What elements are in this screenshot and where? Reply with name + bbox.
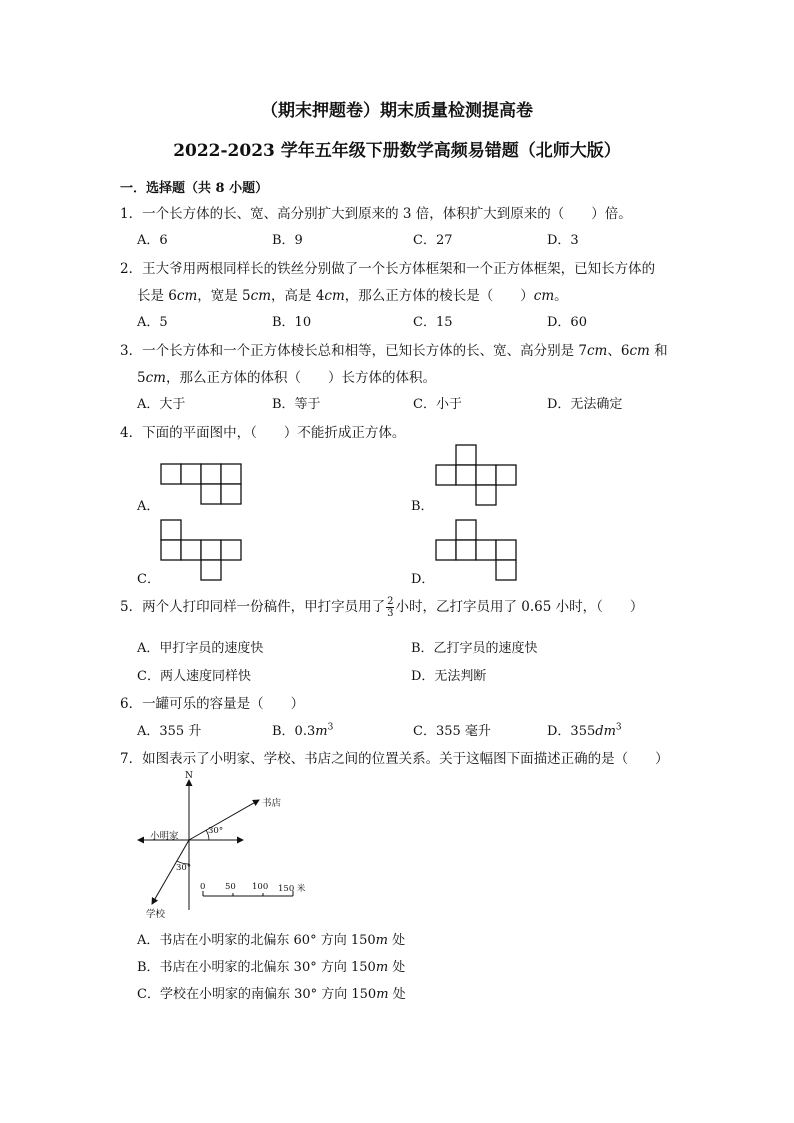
q5-option-a[interactable]: A．甲打字员的速度快 [137, 641, 264, 656]
q7-option-b[interactable]: B．书店在小明家的北偏东 30° 方向 150m 处 [137, 960, 406, 975]
q6-option-d[interactable]: D．$355dm^3$ [547, 722, 622, 739]
q5-option-b[interactable]: B．乙打字员的速度快 [411, 641, 538, 656]
q3-option-d[interactable]: D．无法确定 [547, 397, 623, 412]
angle-label-bookstore: 30° [208, 826, 224, 836]
q7-option-c[interactable]: C．学校在小明家的南偏东 30° 方向 150m 处 [137, 987, 406, 1002]
q2-option-d[interactable]: D．60 [547, 315, 587, 330]
question-6: 6．一罐可乐的容量是（ ） [120, 696, 305, 712]
question-7: 7．如图表示了小明家、学校、书店之间的位置关系。关于这幅图下面描述正确的是（ ） [120, 751, 669, 767]
cube-net-b [435, 444, 519, 508]
q5-option-c[interactable]: C．两人速度同样快 [137, 669, 251, 684]
section-heading: 一．选择题（共 8 小题） [120, 181, 269, 196]
q3-option-a[interactable]: A．大于 [137, 397, 186, 412]
question-2-line2: 长是 6cm，宽是 5cm，高是 4cm，那么正方体的棱长是（ ）cm。 [137, 288, 568, 304]
question-3-line2: 5cm，那么正方体的体积（ ）长方体的体积。 [137, 370, 436, 386]
q4-option-c[interactable]: C． [137, 572, 160, 587]
q5-option-d[interactable]: D．无法判断 [411, 669, 487, 684]
position-map [135, 770, 310, 920]
q4-option-b[interactable]: B． [411, 499, 434, 514]
question-3-line1: 3．一个长方体和一个正方体棱长总和相等，已知长方体的长、宽、高分别是 7cm、6cm 和 [120, 343, 668, 359]
q4-option-d[interactable]: D． [411, 572, 435, 587]
q6-option-a[interactable]: A．355 升 [137, 724, 202, 739]
q3-option-b[interactable]: B．等于 [272, 397, 321, 412]
q2-option-b[interactable]: B．10 [272, 315, 312, 330]
cube-net-a [160, 463, 244, 509]
scale-label-150: 150 米 [278, 884, 306, 894]
scale-label-50: 50 [225, 882, 236, 892]
q1-option-d[interactable]: D．3 [547, 233, 579, 248]
q2-option-c[interactable]: C．15 [413, 315, 453, 330]
exam-subtitle: 2022-2023 学年五年级下册数学高频易错题（北师大版） [173, 141, 621, 161]
q7-option-a[interactable]: A．书店在小明家的北偏东 60° 方向 150m 处 [137, 933, 406, 948]
cube-net-c [160, 519, 244, 583]
scale-label-0: 0 [200, 882, 206, 892]
question-1: 1．一个长方体的长、宽、高分别扩大到原来的 3 倍，体积扩大到原来的（ ）倍。 [120, 206, 632, 222]
q1-option-a[interactable]: A．6 [137, 233, 168, 248]
north-label: N [185, 771, 193, 781]
angle-label-school: 30° [176, 863, 192, 873]
q6-option-c[interactable]: C．355 毫升 [413, 724, 491, 739]
scale-label-100: 100 [252, 882, 269, 892]
school-label: 学校 [146, 909, 166, 920]
q2-option-a[interactable]: A．5 [137, 315, 168, 330]
bookstore-label: 书店 [262, 798, 282, 809]
q4-option-a[interactable]: A． [137, 499, 160, 514]
q1-option-c[interactable]: C．27 [413, 233, 453, 248]
q3-option-c[interactable]: C．小于 [413, 397, 462, 412]
home-label: 小明家 [150, 831, 179, 842]
exam-title: （期末押题卷）期末质量检测提高卷 [261, 101, 533, 121]
question-2-line1: 2．王大爷用两根同样长的铁丝分别做了一个长方体框架和一个正方体框架，已知长方体的 [120, 261, 656, 277]
question-5: 5．两个人打印同样一份稿件，甲打字员用了 $\frac{2}{3}$ 小时，乙打字员用了 0.65 小时，（ ） [120, 596, 644, 619]
fraction-two-thirds: $\frac{2}{3}$ [387, 596, 394, 619]
question-4: 4．下面的平面图中，（ ）不能折成正方体。 [120, 425, 406, 441]
q6-option-b[interactable]: B．$0.3m^3$ [272, 722, 334, 739]
cube-net-d [435, 519, 519, 583]
q1-option-b[interactable]: B．9 [272, 233, 303, 248]
